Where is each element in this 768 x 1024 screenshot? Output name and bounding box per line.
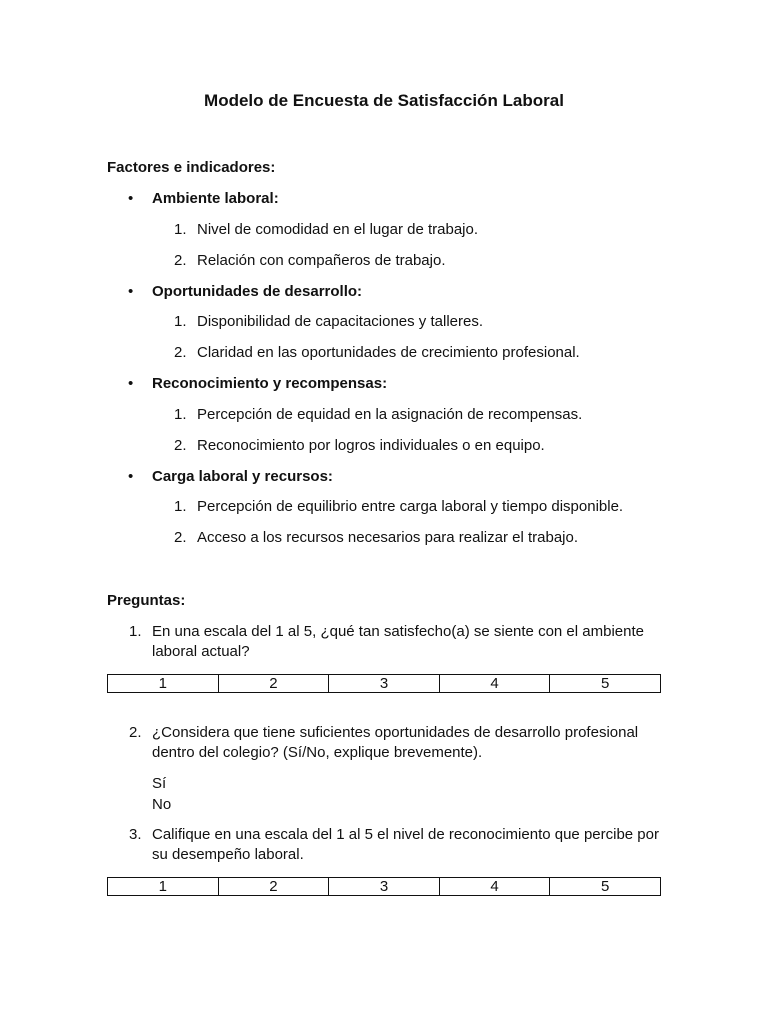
rating-option-3[interactable]: 3 <box>329 878 440 896</box>
indicator-item: Disponibilidad de capacitaciones y talleres. <box>197 313 483 330</box>
question-number: 3. <box>129 826 142 843</box>
question-number: 1. <box>129 623 142 640</box>
indicator-item: Acceso a los recursos necesarios para realizar el trabajo. <box>197 529 579 546</box>
rating-option-2[interactable]: 2 <box>218 675 329 693</box>
rating-scale-table <box>107 877 661 896</box>
factor-label-oportunidades: Oportunidades de desarrollo: <box>152 283 363 300</box>
factor-label-ambiente: Ambiente laboral: <box>152 190 279 207</box>
rating-option-4[interactable]: 4 <box>439 675 550 693</box>
questions-heading: Preguntas: <box>107 592 186 609</box>
list-number: 2. <box>174 252 187 269</box>
rating-option-4[interactable]: 4 <box>439 878 550 896</box>
bullet-icon: • <box>128 468 134 485</box>
page-title: Modelo de Encuesta de Satisfacción Laboral <box>204 91 564 110</box>
answer-option-no[interactable]: No <box>152 796 172 813</box>
rating-option-1[interactable]: 1 <box>108 675 219 693</box>
rating-option-3[interactable]: 3 <box>329 675 440 693</box>
indicator-item: Relación con compañeros de trabajo. <box>197 252 446 269</box>
answer-option-si[interactable]: Sí <box>152 775 167 792</box>
list-number: 2. <box>174 437 187 454</box>
rating-scale-table <box>107 674 661 693</box>
rating-option-2[interactable]: 2 <box>218 878 329 896</box>
rating-option-5[interactable]: 5 <box>550 878 661 896</box>
list-number: 2. <box>174 344 187 361</box>
bullet-icon: • <box>128 283 134 300</box>
factors-heading: Factores e indicadores: <box>107 159 276 176</box>
question-text: ¿Considera que tiene suficientes oportunidades de desarrollo profesional dentro del colegio? (Sí/No, explique brevemente). <box>152 724 639 761</box>
factor-label-reconocimiento: Reconocimiento y recompensas: <box>152 375 388 392</box>
indicator-item: Percepción de equilibrio entre carga laboral y tiempo disponible. <box>197 498 624 515</box>
factor-label-carga: Carga laboral y recursos: <box>152 468 333 485</box>
question-number: 2. <box>129 724 142 741</box>
indicator-item: Reconocimiento por logros individuales o en equipo. <box>197 437 545 454</box>
list-number: 1. <box>174 313 187 330</box>
question-text: Califique en una escala del 1 al 5 el nivel de reconocimiento que percibe por su desempeño laboral. <box>152 826 659 863</box>
indicator-item: Percepción de equidad en la asignación de recompensas. <box>197 406 583 423</box>
indicator-item: Claridad en las oportunidades de crecimiento profesional. <box>197 344 580 361</box>
bullet-icon: • <box>128 375 134 392</box>
list-number: 1. <box>174 406 187 423</box>
rating-option-1[interactable]: 1 <box>108 878 219 896</box>
bullet-icon: • <box>128 190 134 207</box>
list-number: 2. <box>174 529 187 546</box>
question-text: En una escala del 1 al 5, ¿qué tan satisfecho(a) se siente con el ambiente laboral actual? <box>152 623 644 660</box>
list-number: 1. <box>174 498 187 515</box>
rating-option-5[interactable]: 5 <box>550 675 661 693</box>
list-number: 1. <box>174 221 187 238</box>
indicator-item: Nivel de comodidad en el lugar de trabajo. <box>197 221 479 238</box>
